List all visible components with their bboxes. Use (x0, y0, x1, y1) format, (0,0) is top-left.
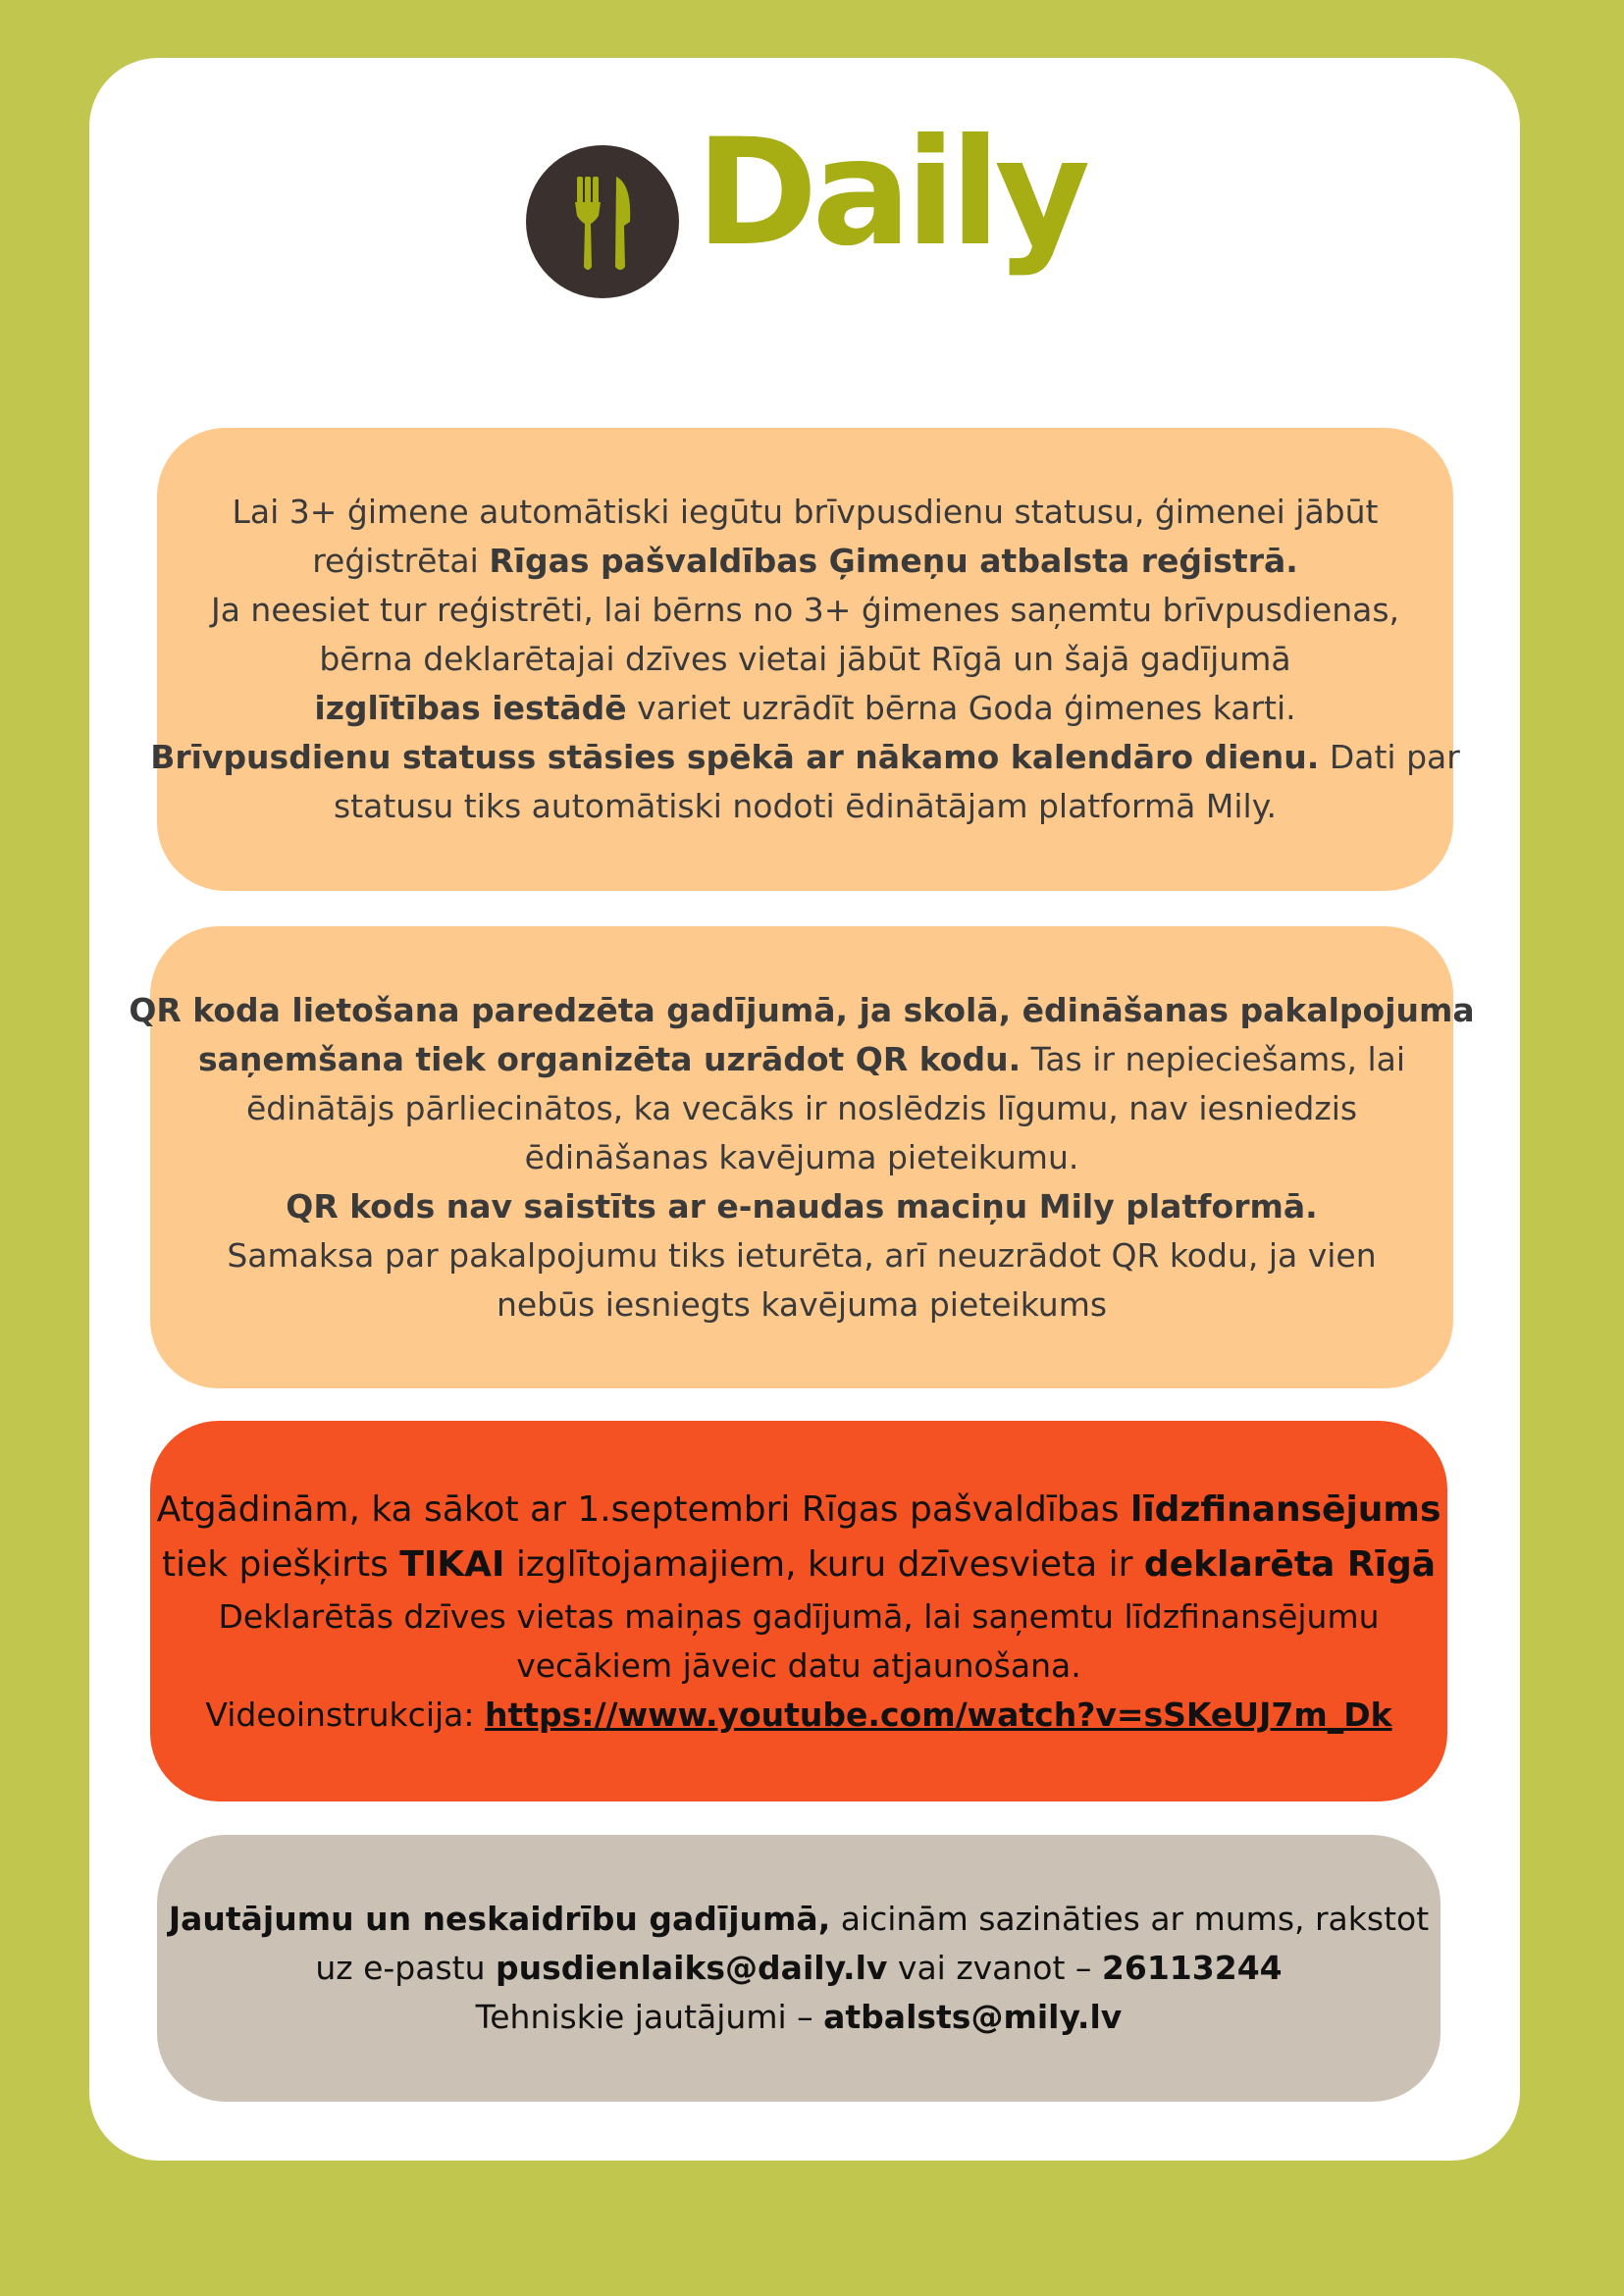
text-line-bold: izglītības iestādē (314, 689, 627, 727)
daily-logo (526, 108, 1085, 316)
text-line: Atgādinām, ka sākot ar 1.septembri Rīgas pašvaldības (156, 1489, 1130, 1530)
text-line-bold: QR koda lietošana paredzēta gadījumā, ja skolā, ēdināšanas pakalpojuma (129, 990, 1475, 1029)
text-line: Lai 3+ ģimene automātiski iegūtu brīvpusdienu statusu, ģimenei jābūt (232, 493, 1379, 531)
text-line: vecākiem jāveic datu atjaunošana. (516, 1646, 1081, 1685)
text-line: statusu tiks automātiski nodoti ēdinātājam platformā Mily. (333, 787, 1278, 825)
text-line: Ja neesiet tur reģistrēti, lai bērns no 3+ ģimenes saņemtu brīvpusdienas, (210, 591, 1400, 629)
video-instruction-link[interactable]: https://www.youtube.com/watch?v=sSKeUJ7m_Dk (484, 1696, 1392, 1734)
contact-phone[interactable]: 26113244 (1101, 1949, 1283, 1987)
text-line: Dati par (1319, 738, 1460, 776)
tech-support-email[interactable]: atbalsts@mily.lv (823, 1998, 1123, 2036)
text-line-bold: deklarēta Rīgā (1143, 1544, 1437, 1585)
text-line-bold: Rīgas pašvaldības Ģimeņu atbalsta reģistrā. (489, 542, 1298, 580)
text-line: tiek piešķirts (161, 1544, 400, 1585)
text-line: aicinām sazināties ar mums, rakstot (830, 1900, 1430, 1938)
text-line: ēdināšanas kavējuma pieteikumu. (524, 1137, 1079, 1176)
text-line-bold: Jautājumu un neskaidrību gadījumā, (168, 1900, 831, 1938)
fork-knife-icon (526, 145, 679, 298)
text-line-bold: līdzfinansējums (1129, 1489, 1441, 1530)
cofinancing-reminder (150, 1421, 1447, 1801)
text-line: Samaksa par pakalpojumu tiks ieturēta, arī neuzrādot QR kodu, ja vien (227, 1235, 1377, 1275)
logo-wordmark: Daily (696, 108, 1085, 279)
text-line: Deklarētās dzīves vietas maiņas gadījumā, lai saņemtu līdzfinansējumu (218, 1597, 1380, 1636)
text-line: ēdinātājs pārliecinātos, ka vecāks ir noslēdzis līgumu, nav iesniedzis (245, 1088, 1358, 1127)
text-line: uz e-pastu (315, 1949, 497, 1987)
text-line: nebūs iesniegts kavējuma pieteikums (496, 1284, 1108, 1324)
text-line: Tehniskie jautājumi – (475, 1998, 824, 2036)
text-line: Tas ir nepieciešams, lai (1021, 1039, 1405, 1078)
text-line: bērna deklarētajai dzīves vietai jābūt Rīgā un šajā gadījumā (319, 640, 1291, 678)
contact-info (157, 1835, 1441, 2102)
text-line-bold: QR kods nav saistīts ar e-naudas maciņu Mily platformā. (286, 1186, 1318, 1226)
text-line: izglītojamajiem, kuru dzīvesvieta ir (504, 1544, 1144, 1585)
text-line-bold: Brīvpusdienu statuss stāsies spēkā ar nākamo kalendāro dienu. (150, 738, 1320, 776)
text-line-bold: TIKAI (399, 1544, 505, 1585)
text-line-bold: saņemšana tiek organizēta uzrādot QR kodu. (198, 1039, 1022, 1078)
qr-code-info (129, 926, 1475, 1388)
free-lunch-status-info (150, 428, 1460, 891)
text-line: vai zvanot – (887, 1949, 1102, 1987)
text-line: variet uzrādīt bērna Goda ģimenes karti. (626, 689, 1296, 727)
text-line: reģistrētai (312, 542, 490, 580)
text-line: Videoinstrukcija: (205, 1696, 485, 1734)
contact-email[interactable]: pusdienlaiks@daily.lv (496, 1949, 888, 1987)
